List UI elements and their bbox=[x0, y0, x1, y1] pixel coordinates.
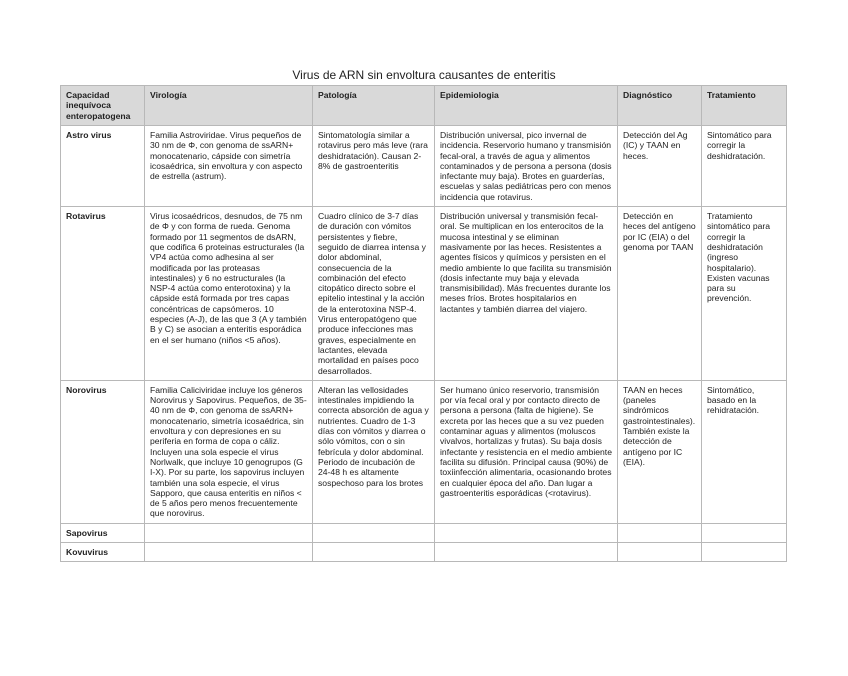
cell-patologia: Cuadro clínico de 3-7 días de duración con vómitos persistentes y fiebre, seguido de diarrea intensa y dolor abdominal, consecuencia de la combinación del efecto citopático directo sobre el epitelio intestinal y la acción de la enterotoxina NSP-4. Virus enteropatógeno que produce infecciones mas graves, especialmente en lactantes, elevada mortalidad en países poco desarrollados. bbox=[313, 207, 435, 381]
row-name: Sapovirus bbox=[61, 523, 145, 542]
cell-diagnostico: TAAN en heces (paneles sindrómicos gastrointestinales). También existe la detección de antígeno por IC (EIA). bbox=[618, 380, 702, 523]
cell-virologia: Familia Astroviridae. Virus pequeños de 30 nm de Φ, con genoma de ssARN+ monocatenario, cápside con simetría icosaédrica, sin envoltura y con aspecto de estrella (astrum). bbox=[145, 126, 313, 207]
cell-virologia: Familia Caliciviridae incluye los géneros Norovirus y Sapovirus. Pequeños, de 35-40 nm de Φ, con genoma de ssARN+ monocatenario, simetría icosaédrica, sin envoltura y con depresiones en su periferia en forma de copa o cáliz. Incluyen una sola especie el virus Norlwalk, que incluye 10 genogrupos (G I-X). Por su parte, los sapovirus incluyen también una sola especie, el virus Sapporo, que causa enteritis en niños < de 5 años pero menos frecuentemente que norovirus. bbox=[145, 380, 313, 523]
row-name: Norovirus bbox=[61, 380, 145, 523]
cell-tratamiento bbox=[702, 523, 787, 542]
header-capacidad: Capacidad inequívoca enteropatogena bbox=[61, 86, 145, 126]
header-patologia: Patología bbox=[313, 86, 435, 126]
table-row bbox=[61, 207, 787, 381]
header-virologia: Virología bbox=[145, 86, 313, 126]
cell-tratamiento: Tratamiento sintomático para corregir la deshidratación (ingreso hospitalario). Existen vacunas para su prevención. bbox=[702, 207, 787, 381]
cell-diagnostico bbox=[618, 523, 702, 542]
header-epidemiologia: Epidemiologia bbox=[435, 86, 618, 126]
header-row bbox=[61, 86, 787, 126]
row-name: Rotavirus bbox=[61, 207, 145, 381]
row-name: Astro virus bbox=[61, 126, 145, 207]
page-title: Virus de ARN sin envoltura causantes de enteritis bbox=[292, 68, 556, 82]
cell-virologia bbox=[145, 523, 313, 542]
cell-tratamiento: Sintomático para corregir la deshidratación. bbox=[702, 126, 787, 207]
table-row bbox=[61, 380, 787, 523]
cell-tratamiento: Sintomático, basado en la rehidratación. bbox=[702, 380, 787, 523]
cell-tratamiento bbox=[702, 542, 787, 561]
table-row bbox=[61, 126, 787, 207]
row-name: Kovuvirus bbox=[61, 542, 145, 561]
cell-virologia bbox=[145, 542, 313, 561]
header-tratamiento: Tratamiento bbox=[702, 86, 787, 126]
cell-diagnostico bbox=[618, 542, 702, 561]
header-diagnostico: Diagnóstico bbox=[618, 86, 702, 126]
cell-diagnostico: Detección en heces del antígeno por IC (EIA) o del genoma por TAAN bbox=[618, 207, 702, 381]
enteritis-virus-table bbox=[60, 85, 787, 562]
cell-diagnostico: Detección del Ag (IC) y TAAN en heces. bbox=[618, 126, 702, 207]
table-row bbox=[61, 542, 787, 561]
cell-epidemiologia bbox=[435, 542, 618, 561]
cell-patologia bbox=[313, 523, 435, 542]
cell-epidemiologia bbox=[435, 523, 618, 542]
cell-virologia: Virus icosaédricos, desnudos, de 75 nm de Φ y con forma de rueda. Genoma formado por 11 segmentos de dsARN, que codifica 6 proteinas estructurales (la VP4 actúa como adhesina al ser modificada por las proteasas intestinales) y 6 no estructurales (la NSP-4 actúa como enterotoxina) y la cápside está formada por tres capas concéntricas de capsómeros. 10 especies (A-J), de las que 3 (A y también B y C) se asocian a enteritis esporádica en el ser humano (niños <5 años). bbox=[145, 207, 313, 381]
cell-patologia bbox=[313, 542, 435, 561]
cell-epidemiologia: Ser humano único reservorio, transmisión por vía fecal oral y por contacto directo de persona a persona (falta de higiene). Se excreta por las heces que a su vez pueden contaminar aguas y alimentos (moluscos vivalvos, hortalizas y frutas). Su baja dosis infectante y resistencia en el medio ambiente facilita su difusión. Principal causa (90%) de toxiinfección alimentaria, ocasionando brotes en cualquier época del año. Dan lugar a gastroenteritis esporádicas (<rotavirus). bbox=[435, 380, 618, 523]
cell-patologia: Sintomatología similar a rotavirus pero más leve (rara deshidratación). Causan 2-8% de gastroenteritis bbox=[313, 126, 435, 207]
table-row bbox=[61, 523, 787, 542]
cell-epidemiologia: Distribución universal, pico invernal de incidencia. Reservorio humano y transmisión fecal-oral, a través de agua y alimentos contaminados y de persona a persona (dosis infectante muy baja). Brotes en guarderías, escuelas y salas pediátricas pero con menos incidencia que rotavirus. bbox=[435, 126, 618, 207]
cell-patologia: Alteran las vellosidades intestinales impidiendo la correcta absorción de agua y nutrientes. Cuadro de 1-3 días con vómitos y diarrea o sólo vómitos, con o sin febrícula y dolor abdominal. Periodo de incubación de 24-48 h es altamente sospechoso para los brotes bbox=[313, 380, 435, 523]
cell-epidemiologia: Distribución universal y transmisión fecal-oral. Se multiplican en los enterocitos de la mucosa intestinal y se eliminan masivamente por las heces. Resistentes a agentes físicos y químicos y persisten en el medio ambiente lo que facilita su transmisión (dosis infectante muy baja y elevada transmisibilidad). Más frecuentes durante los meses fríos. Brotes hospitalarios en lactantes y también diarrea del viajero. bbox=[435, 207, 618, 381]
